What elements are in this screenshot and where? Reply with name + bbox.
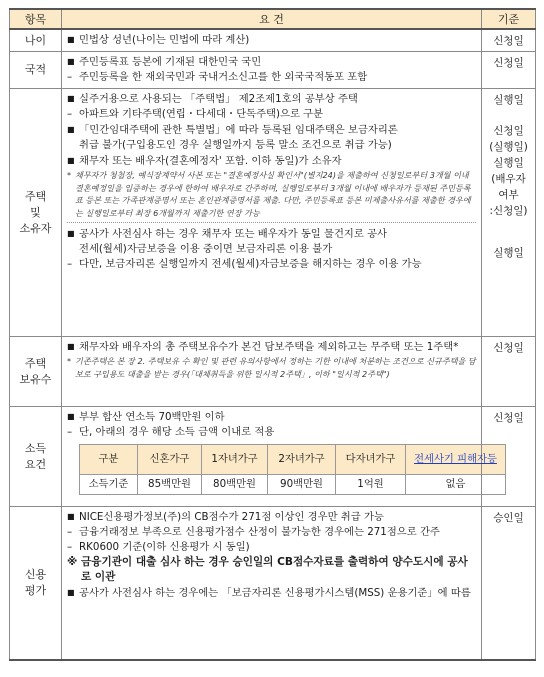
credit-dash-2: – RK0600 기준(이하 신용평가 시 동일): [67, 540, 476, 555]
housing-footnote: * 채무자가 청첩장, 예식장계약서 사본 또는 "결혼예정사실 확인서"(별지24)을 제출하여 신청일로부터 3개월 이내 결혼예정일을 입증하는 경우에 한하여 배우자로 간주하며, 실행일로부터 3개월 이내에 배우자가 등재된 주민등록표 등본 또는 가족관계증명서 또는 혼인관계증명서를 제출. 다만, 주민등록표 등본 미제출사유서를 제출한 경우에는 실행일로부터 최장 6개월까지 제출기한 연장 가능: [67, 169, 476, 219]
housing-bullet-1: ■ 실주거용으로 사용되는 「주택법」 제2조제1호의 공부상 주택: [67, 91, 476, 107]
income-threshold-table: [79, 444, 506, 495]
category-house-count: 주택 보유수: [10, 337, 62, 407]
basis-credit: 승인일: [482, 507, 536, 660]
requirement-credit: [62, 507, 482, 660]
income-val-multi-children: 1억원: [336, 475, 406, 495]
requirement-nationality: [62, 52, 482, 89]
nationality-bullet: ■ 주민등록표 등본에 기재된 대한민국 국민: [67, 54, 476, 70]
header-requirement: 요 건: [62, 9, 482, 29]
housing-bullet-3: ■ 채무자 또는 배우자(결혼예정자' 포함. 이하 동일)가 소유자: [67, 153, 476, 169]
category-nationality: 국적: [10, 52, 62, 89]
requirement-housing: [62, 89, 482, 337]
housing-bullet-2b: 취급 불가(구입용도인 경우 실행일까지 등록 말소 조건으로 취급 가능): [79, 139, 392, 151]
income-val-two-children: 90백만원: [268, 475, 336, 495]
requirements-document: [9, 8, 535, 661]
income-val-label: 소득기준: [80, 475, 138, 495]
housing-divider: [67, 222, 476, 223]
basis-income: 신청일: [482, 407, 536, 507]
housing-bullet-4b: 전세(월세)자금보증을 이용 중이면 보금자리론 이용 불가: [79, 243, 333, 255]
basis-nationality: 신청일: [482, 52, 536, 89]
housing-dash-1: – 아파트와 기타주택(연립・다세대・단독주택)으로 구분: [67, 107, 476, 122]
header-basis: 기준: [482, 9, 536, 29]
basis-age: 신청일: [482, 29, 536, 52]
housing-bullet-2a: ■ 「민간임대주택에 관한 특별법」에 따라 등록된 임대주택은 보금자리론: [67, 122, 476, 138]
requirement-age: [62, 29, 482, 52]
credit-dash-1: – 금융거래정보 부족으로 신용평가점수 산정이 불가능한 경우에는 271점으로 간주: [67, 525, 476, 540]
credit-important-note: ※ 금융기관이 대출 심사 하는 경우 승인일의 CB점수자료를 출력하여 양수도시에 공사로 이관: [67, 555, 476, 585]
housing-dash-2: – 다만, 보금자리론 실행일까지 전세(월세)자금보증을 해지하는 경우 이용 가능: [67, 257, 476, 272]
row-credit: [10, 507, 536, 660]
category-housing: 주택 및 소유자: [10, 89, 62, 337]
income-col-type: 구분: [80, 445, 138, 475]
row-nationality: [10, 52, 536, 89]
category-credit: 신용 평가: [10, 507, 62, 660]
nationality-dash: – 주민등록을 한 재외국민과 국내거소신고를 한 외국국적동포 포함: [67, 70, 476, 85]
basis-house-count: 신청일: [482, 337, 536, 407]
requirement-income: [62, 407, 497, 507]
income-bullet: ■ 부부 합산 연소득 70백만원 이하: [67, 409, 476, 425]
credit-bullet-1: ■ NICE신용평가정보(주)의 CB점수가 271점 이상인 경우만 취급 가능: [67, 509, 476, 525]
income-val-fraud-victims: 없음: [406, 475, 506, 495]
requirements-table: [9, 8, 536, 661]
row-income: [10, 407, 536, 507]
table-header-row: [10, 9, 536, 29]
count-footnote: * 기존주택은 본 장 2. 주택보유 수 확인 및 관련 유의사항에서 정하는 기한 이내에 처분하는 조건으로 신규주택을 담보로 구입용도 대출을 받는 경우(「대체취득을 위한 일시적 2주택」, 이하 "일시적 2주택"): [67, 355, 476, 380]
income-table-values: [80, 475, 506, 495]
category-income: 소득 요건: [10, 407, 62, 507]
income-dash: – 단, 아래의 경우 해당 소득 금액 이내로 적용: [67, 425, 476, 440]
income-col-newlywed: 신혼가구: [138, 445, 202, 475]
income-col-two-children: 2자녀가구: [268, 445, 336, 475]
row-housing: [10, 89, 536, 337]
count-bullet: ■ 채무자와 배우자의 총 주택보유수가 본건 담보주택을 제외하고는 무주택 또는 1주택*: [67, 339, 476, 355]
header-item: 항목: [10, 9, 62, 29]
income-table-header: [80, 445, 506, 475]
housing-bullet-4a: ■ 공사가 사전심사 하는 경우 채무자 또는 배우자가 동일 물건지로 공사: [67, 226, 476, 242]
category-age: 나이: [10, 29, 62, 52]
income-col-one-child: 1자녀가구: [202, 445, 268, 475]
income-col-fraud-victims-link[interactable]: 전세사기 피해자등: [406, 445, 506, 475]
row-age: [10, 29, 536, 52]
credit-bullet-2: ■ 공사가 사전심사 하는 경우에는 「보금자리론 신용평가시스템(MSS) 운용기준」에 따름: [67, 585, 476, 601]
row-house-count: [10, 337, 536, 407]
income-val-one-child: 80백만원: [202, 475, 268, 495]
age-bullet: ■ 민법상 성년(나이는 민법에 따라 계산): [67, 32, 476, 48]
income-col-multi-children: 다자녀가구: [336, 445, 406, 475]
basis-housing: 실행일 신청일 (실행일) 실행일 (배우자 여부 :신청일) 실행일: [482, 89, 536, 337]
requirement-house-count: [62, 337, 482, 407]
income-val-newlywed: 85백만원: [138, 475, 202, 495]
